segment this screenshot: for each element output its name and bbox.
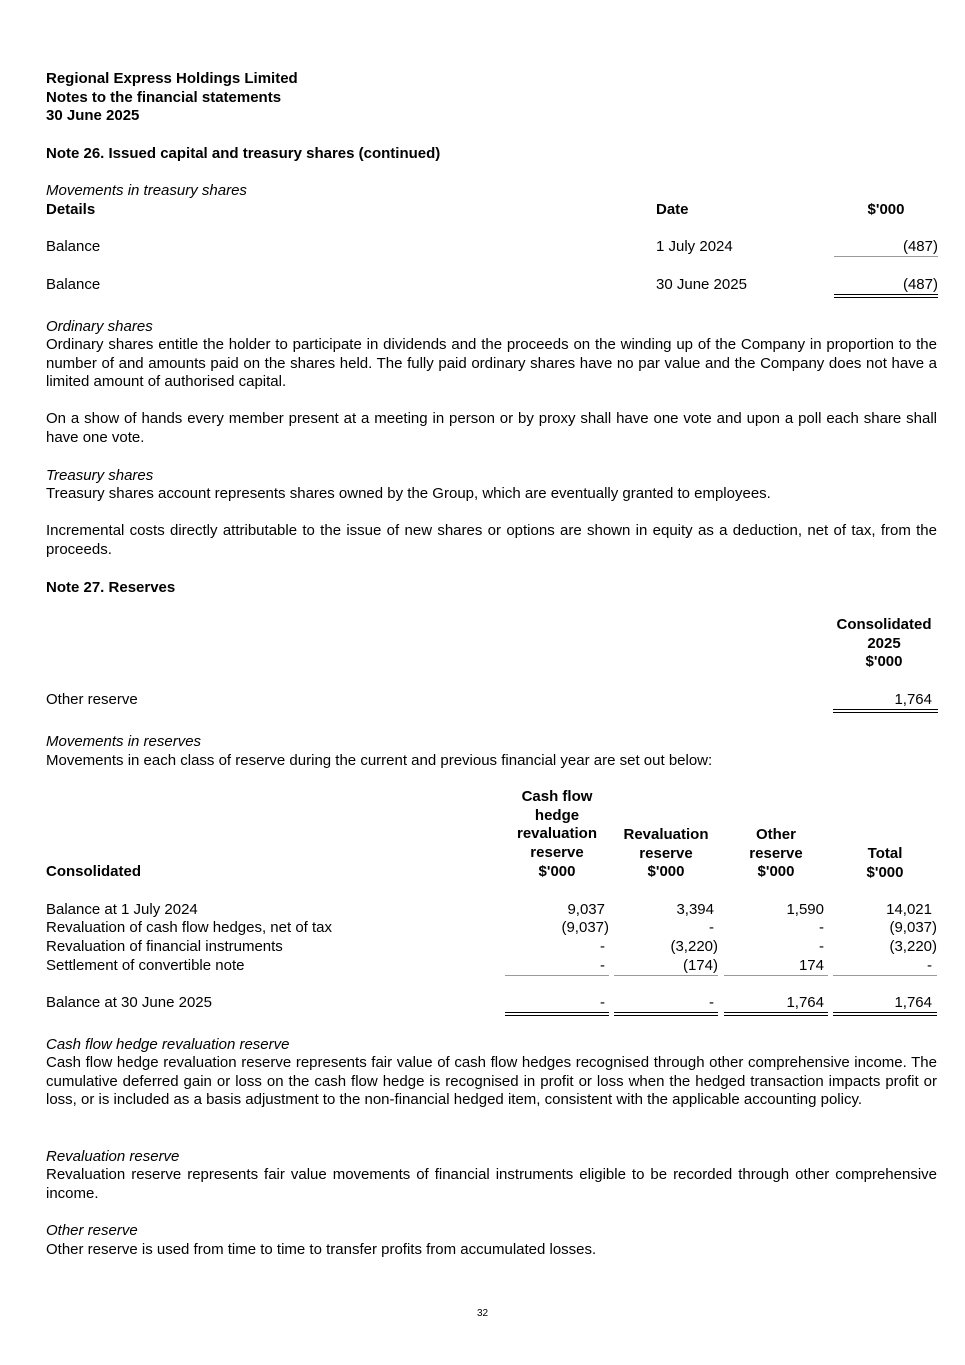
subtotal-rule: [834, 256, 938, 257]
ordinary-shares-paragraph-1: Ordinary shares entitle the holder to participate in dividends and the proceeds on the winding up of the Company in proportion to the number of and amounts paid on the shares held. The fully paid ordinary shares have no par value and the Company does not have a limited amount of authorised capital.: [46, 336, 937, 391]
total-double-rule: [834, 294, 938, 298]
treasury-row-2-date: 30 June 2025: [656, 276, 747, 293]
ordinary-shares-paragraph-2: On a show of hands every member present at a meeting in person or by proxy shall have one vote and upon a poll each share shall have one vote.: [46, 410, 937, 446]
company-name: Regional Express Holdings Limited: [46, 70, 298, 87]
col-header-other: Other reserve $'000: [749, 826, 803, 881]
other-reserve-heading: Other reserve: [46, 1222, 138, 1239]
movement-row-label: Revaluation of cash flow hedges, net of tax: [46, 919, 333, 936]
total-double-rule: [833, 709, 938, 713]
closing-balance-cell: -: [709, 994, 714, 1011]
col-header-total: Total $'000: [866, 845, 904, 881]
col-header-details: Details: [46, 201, 96, 218]
col-header-date: Date: [656, 201, 689, 218]
closing-balance-cell: 1,764: [786, 994, 824, 1011]
movement-row-label: Balance at 1 July 2024: [46, 901, 198, 918]
movement-cell: (174): [682, 957, 718, 974]
closing-balance-cell: 1,764: [894, 994, 932, 1011]
treasury-row-2-amount: (487): [902, 276, 938, 293]
movements-heading: Movements in reserves: [46, 733, 202, 750]
movement-cell: 1,590: [786, 901, 824, 918]
summary-col-header-line-1: Consolidated: [836, 616, 932, 633]
movement-row-label: Settlement of convertible note: [46, 957, 245, 974]
treasury-row-1-details: Balance: [46, 238, 101, 255]
movements-intro: Movements in each class of reserve during the current and previous financial year are set out below:: [46, 752, 713, 769]
movement-cell: 14,021: [886, 901, 932, 918]
movement-cell: 174: [798, 957, 824, 974]
col-header-amount: $'000: [867, 201, 905, 218]
treasury-row-2-details: Balance: [46, 276, 101, 293]
cfh-reserve-paragraph: Cash flow hedge revaluation reserve represents fair value of cash flow hedges recognised through other comprehensive income. The cumulative deferred gain or loss on the cash flow hedge is recognised in profit or loss when the hedged transaction impacts profit or loss, or is included as a basis adjustment to the non-financial hedged item, consistent with the applicable accounting policy.: [46, 1054, 937, 1109]
movement-cell: (9,037): [889, 919, 937, 936]
document-title: Notes to the financial statements: [46, 89, 282, 106]
movement-cell: -: [600, 938, 605, 955]
summary-col-header-line-3: $'000: [865, 653, 903, 670]
col-header-revaluation: Revaluation reserve $'000: [623, 826, 709, 881]
summary-col-header-line-2: 2025: [867, 635, 901, 652]
total-double-rule: [724, 1012, 828, 1016]
closing-balance-label: Balance at 30 June 2025: [46, 994, 212, 1011]
treasury-shares-paragraph-1: Treasury shares account represents shares owned by the Group, which are eventually granted to employees.: [46, 485, 771, 502]
period-date: 30 June 2025: [46, 107, 140, 124]
col-header-cash-flow-hedge: Cash flow hedge revaluation reserve $'000: [516, 788, 598, 880]
movement-cell: -: [600, 957, 605, 974]
subtotal-rule: [614, 975, 718, 976]
page-number: 32: [476, 1308, 489, 1319]
movement-cell: 3,394: [676, 901, 714, 918]
revaluation-reserve-heading: Revaluation reserve: [46, 1148, 180, 1165]
total-double-rule: [505, 1012, 609, 1016]
cfh-reserve-heading: Cash flow hedge revaluation reserve: [46, 1036, 290, 1053]
movement-cell: -: [709, 919, 714, 936]
movement-row-label: Revaluation of financial instruments: [46, 938, 283, 955]
treasury-table-caption: Movements in treasury shares: [46, 182, 247, 199]
subtotal-rule: [724, 975, 828, 976]
treasury-shares-heading: Treasury shares: [46, 467, 154, 484]
movement-cell: -: [819, 919, 824, 936]
total-double-rule: [614, 1012, 718, 1016]
ordinary-shares-heading: Ordinary shares: [46, 318, 153, 335]
note-26-title: Note 26. Issued capital and treasury shares (continued): [46, 145, 441, 162]
closing-balance-cell: -: [600, 994, 605, 1011]
movement-cell: (3,220): [670, 938, 718, 955]
row-header-consolidated: Consolidated: [46, 863, 142, 880]
revaluation-reserve-paragraph: Revaluation reserve represents fair value movements of financial instruments eligible to be recorded through other comprehensive income.: [46, 1166, 937, 1202]
movement-cell: 9,037: [567, 901, 605, 918]
movement-cell: (9,037): [561, 919, 609, 936]
other-reserve-label: Other reserve: [46, 691, 138, 708]
movement-cell: (3,220): [889, 938, 937, 955]
treasury-shares-paragraph-2: Incremental costs directly attributable to the issue of new shares or options are shown in equity as a deduction, net of tax, from the proceeds.: [46, 522, 937, 558]
other-reserve-paragraph: Other reserve is used from time to time to transfer profits from accumulated losses.: [46, 1241, 597, 1258]
treasury-row-1-amount: (487): [902, 238, 938, 255]
movement-cell: -: [819, 938, 824, 955]
other-reserve-value: 1,764: [894, 691, 932, 708]
treasury-row-1-date: 1 July 2024: [656, 238, 733, 255]
total-double-rule: [833, 1012, 937, 1016]
note-27-title: Note 27. Reserves: [46, 579, 176, 596]
subtotal-rule: [833, 975, 937, 976]
movement-cell: -: [927, 957, 932, 974]
subtotal-rule: [505, 975, 609, 976]
